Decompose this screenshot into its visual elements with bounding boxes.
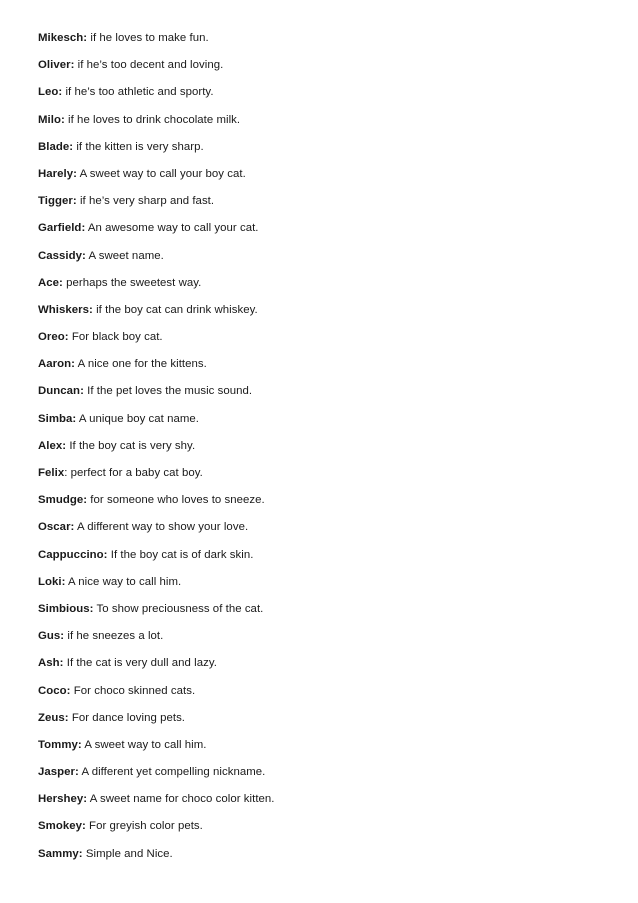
entry-name: Jasper: — [38, 766, 79, 779]
entry-name: Aaron: — [38, 358, 76, 371]
entry-name: Zeus: — [38, 711, 69, 724]
list-item — [38, 575, 275, 602]
list-item — [38, 602, 275, 629]
list-item — [38, 819, 275, 846]
entry-name: Oliver: — [38, 59, 75, 72]
list-item — [38, 548, 275, 575]
entry-name: Felix — [38, 467, 65, 479]
list-item — [38, 357, 275, 384]
entry-description: if the kitten is very sharp. — [73, 140, 204, 153]
entry-name: Simbious: — [38, 602, 94, 615]
entry-description: A different way to show your love. — [74, 521, 249, 534]
list-item — [38, 684, 275, 711]
entry-name: Tommy: — [38, 738, 82, 751]
list-item — [38, 792, 275, 819]
entry-description: if he sneezes a lot. — [64, 630, 164, 643]
entry-name: Mikesch: — [38, 32, 88, 44]
entry-description: If the boy cat is of dark skin. — [107, 548, 254, 561]
entry-description: For dance loving pets. — [68, 711, 186, 724]
entry-name: Duncan: — [38, 385, 84, 398]
list-item — [38, 493, 275, 520]
entry-description: For greyish color pets. — [85, 820, 203, 833]
list-item — [38, 58, 275, 85]
list-item — [38, 249, 275, 276]
entry-name: Smudge: — [38, 494, 88, 507]
entry-description: for someone who loves to sneeze. — [87, 494, 265, 507]
list-item — [38, 303, 275, 330]
entry-description: if he’s too decent and loving. — [74, 59, 224, 72]
list-item — [38, 194, 275, 221]
entry-name: Coco: — [38, 684, 71, 697]
entry-description: A unique boy cat name. — [76, 412, 200, 425]
list-item — [38, 738, 275, 765]
list-item — [38, 140, 275, 167]
entry-description: For choco skinned cats. — [70, 684, 196, 697]
entry-description: if the boy cat can drink whiskey. — [92, 303, 258, 316]
entry-description: A sweet name for choco color kitten. — [87, 793, 275, 806]
list-item — [38, 711, 275, 738]
entry-description: For black boy cat. — [68, 331, 163, 344]
list-item — [38, 412, 275, 439]
list-item — [38, 276, 275, 303]
entry-name: Cappuccino: — [38, 548, 108, 561]
list-item — [38, 656, 275, 683]
list-item — [38, 330, 275, 357]
list-item — [38, 439, 275, 466]
entry-description: if he’s very sharp and fast. — [76, 195, 215, 208]
entry-name: Hershey: — [38, 793, 88, 806]
entry-name: Milo: — [38, 113, 65, 126]
list-item — [38, 85, 275, 112]
entry-name: Leo: — [38, 86, 63, 99]
entry-name: Loki: — [38, 575, 66, 588]
list-item — [38, 765, 275, 792]
list-item — [38, 31, 275, 58]
entry-description: A sweet name. — [85, 249, 164, 262]
entry-name: Tigger: — [38, 195, 77, 208]
entry-description: An awesome way to call your cat. — [85, 222, 259, 235]
entry-description: if he loves to drink chocolate milk. — [64, 113, 241, 126]
entry-description: A nice one for the kittens. — [75, 358, 207, 371]
entry-description: If the pet loves the music sound. — [83, 385, 253, 398]
entry-description: : perfect for a baby cat boy. — [64, 467, 203, 479]
entry-name: Ash: — [38, 657, 64, 670]
entry-description: perhaps the sweetest way. — [62, 276, 202, 289]
entry-description: if he’s too athletic and sporty. — [62, 86, 214, 99]
entry-name: Garfield: — [38, 222, 86, 235]
entry-description: A sweet way to call your boy cat. — [76, 167, 246, 180]
entry-description: Simple and Nice. — [82, 847, 173, 860]
entry-name: Sammy: — [38, 847, 83, 860]
entry-description: To show preciousness of the cat. — [93, 602, 264, 615]
entry-name: Whiskers: — [38, 303, 93, 316]
entry-name: Blade: — [38, 140, 74, 153]
entry-description: A different yet compelling nickname. — [78, 766, 266, 779]
entry-name: Gus: — [38, 630, 65, 643]
list-item — [38, 629, 275, 656]
entry-name: Harely: — [38, 167, 77, 180]
cat-name-list — [38, 31, 275, 874]
entry-description: A sweet way to call him. — [81, 738, 207, 751]
entry-name: Oreo: — [38, 331, 69, 344]
list-item — [38, 384, 275, 411]
entry-name: Cassidy: — [38, 249, 86, 262]
list-item — [38, 221, 275, 248]
list-item — [38, 167, 275, 194]
entry-name: Simba: — [38, 412, 77, 425]
entry-name: Smokey: — [38, 820, 86, 833]
list-item — [38, 466, 275, 493]
entry-name: Ace: — [38, 276, 63, 289]
entry-name: Oscar: — [38, 521, 75, 534]
entry-description: A nice way to call him. — [65, 575, 182, 588]
entry-description: if he loves to make fun. — [87, 32, 209, 44]
list-item — [38, 847, 275, 874]
entry-description: If the boy cat is very shy. — [66, 439, 196, 452]
entry-name: Alex: — [38, 439, 67, 452]
entry-description: If the cat is very dull and lazy. — [63, 657, 217, 670]
list-item — [38, 113, 275, 140]
list-item — [38, 520, 275, 547]
